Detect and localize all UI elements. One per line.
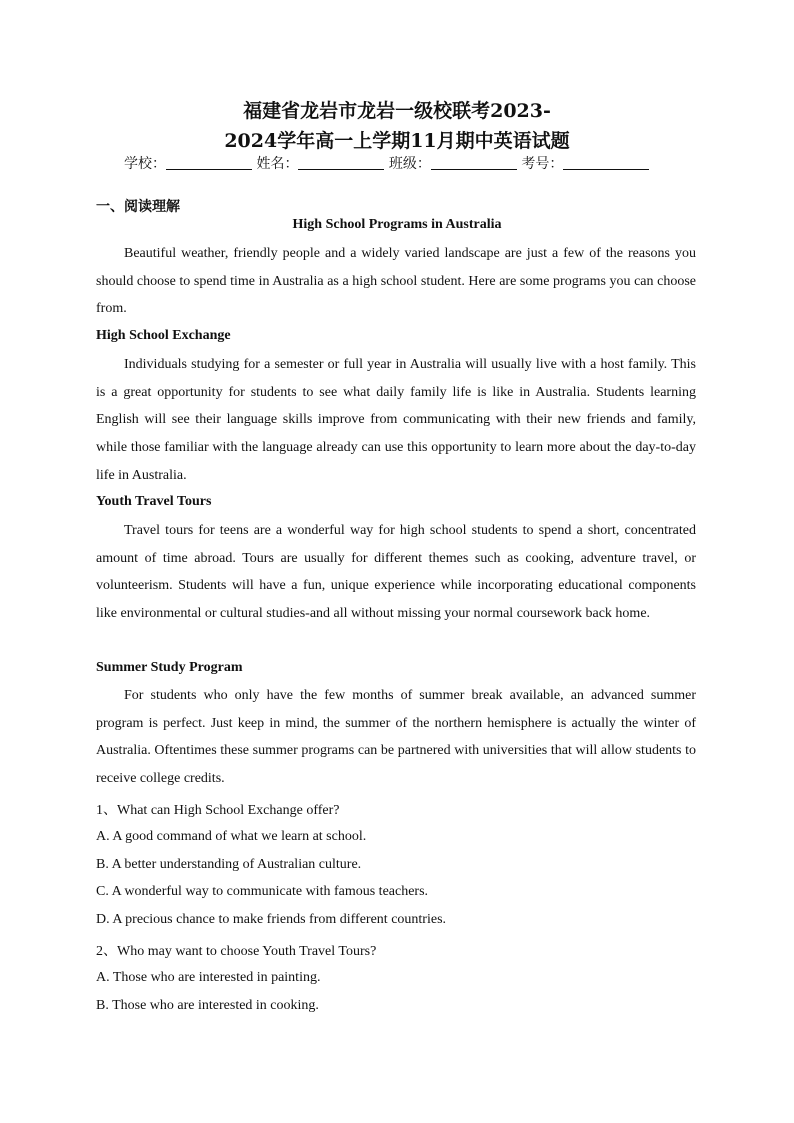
name-blank: [298, 155, 384, 170]
program-text-exchange: Individuals studying for a semester or full year in Australia will usually live with a host family. This is a great opportunity for students to see what daily family life is like in Australia. Students learning English will see their language skills improve from communicating with their new friends and family, while those familiar with the language already can use this opportunity to learn more about the day-to-day life in Australia.: [96, 357, 696, 483]
question-2-option-b: B. Those who are interested in cooking.: [96, 998, 319, 1013]
question-2-stem: 2、Who may want to choose Youth Travel Tours?: [96, 944, 377, 959]
question-1-option-a: A. A good command of what we learn at school.: [96, 829, 367, 844]
question-1-option-b: B. A better understanding of Australian culture.: [96, 857, 362, 872]
program-heading-travel: Youth Travel Tours: [96, 494, 212, 509]
program-text-summer: For students who only have the few months of summer break available, an advanced summer program is perfect. Just keep in mind, the summer of the northern hemisphere is actually the winter of Australia. Oftentimes these summer programs can be partnered with universities that will allow students to receive college credits.: [96, 688, 696, 787]
program-heading-exchange: High School Exchange: [96, 328, 231, 343]
exam-title-line-2: 2024学年高一上学期11月期中英语试题: [224, 130, 570, 152]
school-label: 学校：: [124, 156, 166, 172]
student-info-row: [124, 153, 649, 173]
class-label: 班级：: [388, 156, 431, 172]
exam-title-line-1: 福建省龙岩市龙岩一级校联考2023-: [243, 100, 551, 122]
program-text-travel: Travel tours for teens are a wonderful way for high school students to spend a short, concentrated amount of time abroad. Tours are usually for different themes such as cooking, adventure travel, or volunteerism. Students will have a fun, unique experience while incorporating educational components like environmental or cultural studies-and all without missing your normal coursework back home.: [96, 523, 696, 622]
exam-number-label: 考号：: [521, 156, 564, 172]
question-1-stem: 1、What can High School Exchange offer?: [96, 803, 340, 818]
passage-intro: Beautiful weather, friendly people and a widely varied landscape are just a few of the reasons you should choose to spend time in Australia as a high school student. Here are some programs you can choose from.: [96, 246, 696, 317]
name-label: 姓名：: [256, 156, 299, 172]
school-blank: [166, 155, 252, 170]
section-heading: 一、阅读理解: [96, 199, 180, 215]
question-1-option-d: D. A precious chance to make friends from different countries.: [96, 912, 447, 927]
program-heading-summer: Summer Study Program: [96, 660, 243, 675]
passage-title: High School Programs in Australia: [292, 217, 502, 232]
question-2-option-a: A. Those who are interested in painting.: [96, 970, 321, 985]
question-1-option-c: C. A wonderful way to communicate with famous teachers.: [96, 884, 429, 899]
exam-number-blank: [563, 155, 649, 170]
class-blank: [431, 155, 517, 170]
